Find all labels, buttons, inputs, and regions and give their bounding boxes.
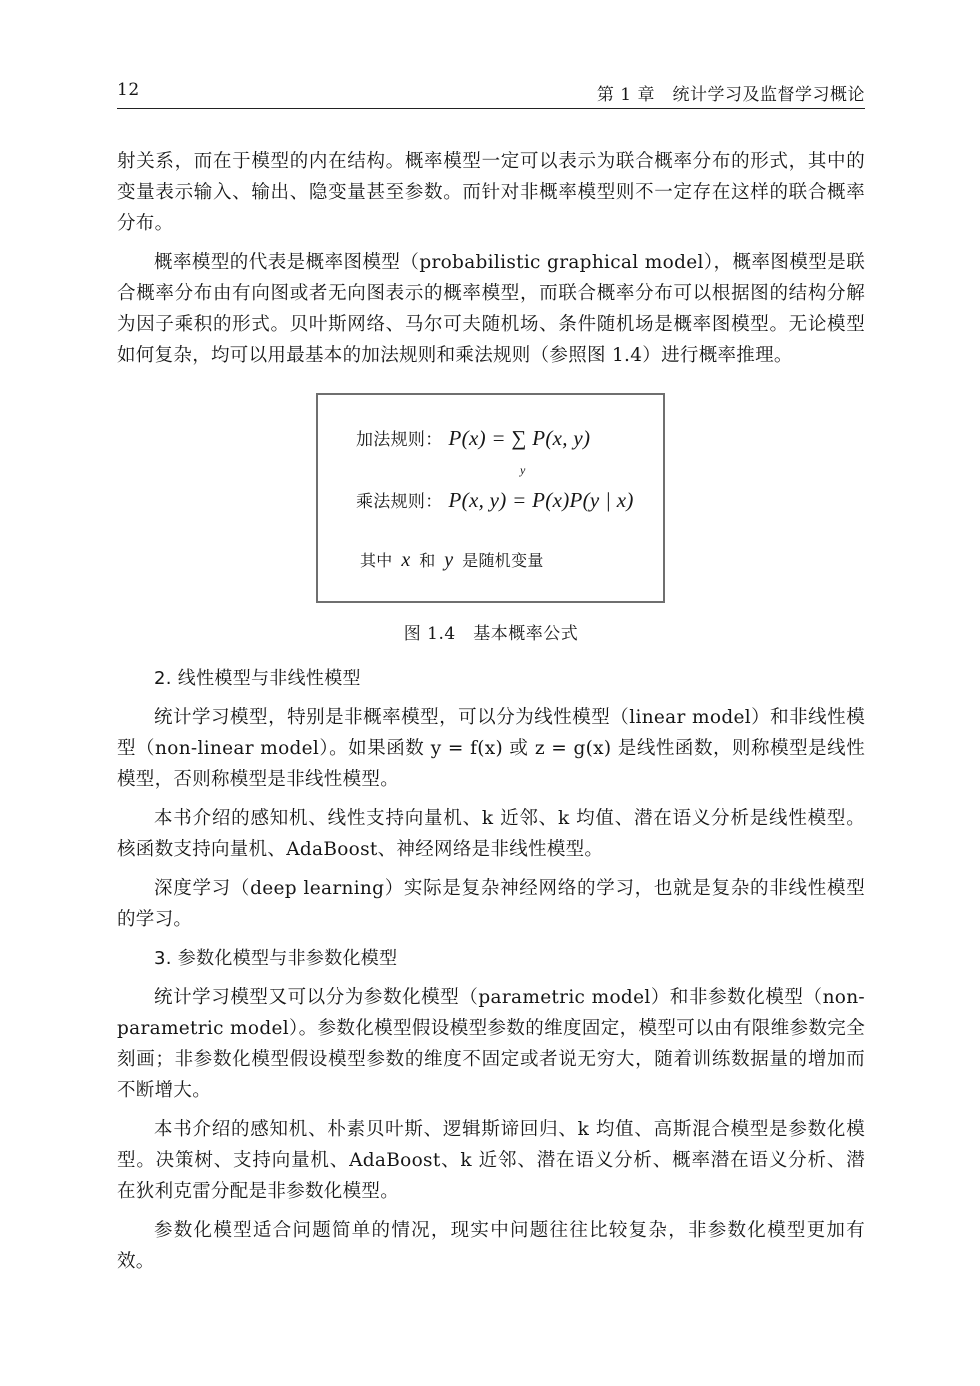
- note-prefix: 其中: [360, 551, 393, 570]
- paragraph-linear-examples: 本书介绍的感知机、线性支持向量机、k 近邻、k 均值、潜在语义分析是线性模型。核函数支持向量机、AdaBoost、神经网络是非线性模型。: [117, 808, 865, 860]
- paragraph-parametric-examples: 本书介绍的感知机、朴素贝叶斯、逻辑斯谛回归、k 均值、高斯混合模型是参数化模型。决策树、支持向量机、AdaBoost、k 近邻、潜在语义分析、概率潜在语义分析、潜在狄利克雷分配是非参数化模型。: [117, 1119, 865, 1202]
- sum-subscript: y: [520, 463, 526, 477]
- sum-rule-label: 加法规则：: [356, 430, 443, 450]
- sum-rule-formula: P(x) = ∑ P(x, y): [448, 426, 591, 450]
- note-suffix: 是随机变量: [462, 551, 544, 570]
- paragraph-parametric-conclusion: 参数化模型适合问题简单的情况，现实中问题往往比较复杂，非参数化模型更加有效。: [117, 1220, 865, 1272]
- paragraph-graphical-model: 概率模型的代表是概率图模型（probabilistic graphical model），概率图模型是联合概率分布由有向图或者无向图表示的概率模型，而联合概率分布可以根据图的结构分解为因子乘积的形式。贝叶斯网络、马尔可夫随机场、条件随机场是概率图模型。无论模型如何复杂，均可以用最基本的加法规则和乘法规则（参照图 1.4）进行概率推理。: [117, 252, 865, 366]
- figure-caption: 图 1.4 基本概率公式: [403, 624, 579, 644]
- formula-box: [316, 393, 665, 603]
- section-heading-linear: 2. 线性模型与非线性模型: [154, 668, 361, 689]
- sum-rule-row: [356, 427, 590, 451]
- paragraph-parametric-definition: 统计学习模型又可以分为参数化模型（parametric model）和非参数化模型（non-parametric model）。参数化模型假设模型参数的维度固定，模型可以由有限维参数完全刻画；非参数化模型假设模型参数的维度不固定或者说无穷大，随着训练数据量的增加而不断增大。: [117, 987, 865, 1101]
- chapter-title: 第 1 章 统计学习及监督学习概论: [596, 85, 865, 105]
- note-var-y: y: [444, 549, 454, 571]
- page-number: 12: [117, 80, 140, 100]
- page-body: [117, 146, 865, 1285]
- note-var-x: x: [401, 549, 411, 571]
- paragraph-deep-learning: 深度学习（deep learning）实际是复杂神经网络的学习，也就是复杂的非线性模型的学习。: [117, 878, 865, 930]
- variables-note: [360, 545, 544, 577]
- page-header: [117, 76, 865, 109]
- note-and: 和: [419, 551, 436, 570]
- section-heading-parametric: 3. 参数化模型与非参数化模型: [154, 948, 398, 969]
- product-rule-row: [356, 489, 634, 513]
- figure-1-4: [117, 393, 865, 657]
- paragraph-linear-definition: 统计学习模型，特别是非概率模型，可以分为线性模型（linear model）和非线性模型（non-linear model）。如果函数 y = f(x) 或 z = g(x) 是线性函数，则称模型是线性模型，否则称模型是非线性模型。: [117, 707, 865, 790]
- paragraph-continued: 射关系，而在于模型的内在结构。概率模型一定可以表示为联合概率分布的形式，其中的变量表示输入、输出、隐变量甚至参数。而针对非概率模型则不一定存在这样的联合概率分布。: [117, 151, 865, 234]
- product-rule-formula: P(x, y) = P(x)P(y | x): [448, 488, 634, 512]
- product-rule-label: 乘法规则：: [356, 492, 443, 512]
